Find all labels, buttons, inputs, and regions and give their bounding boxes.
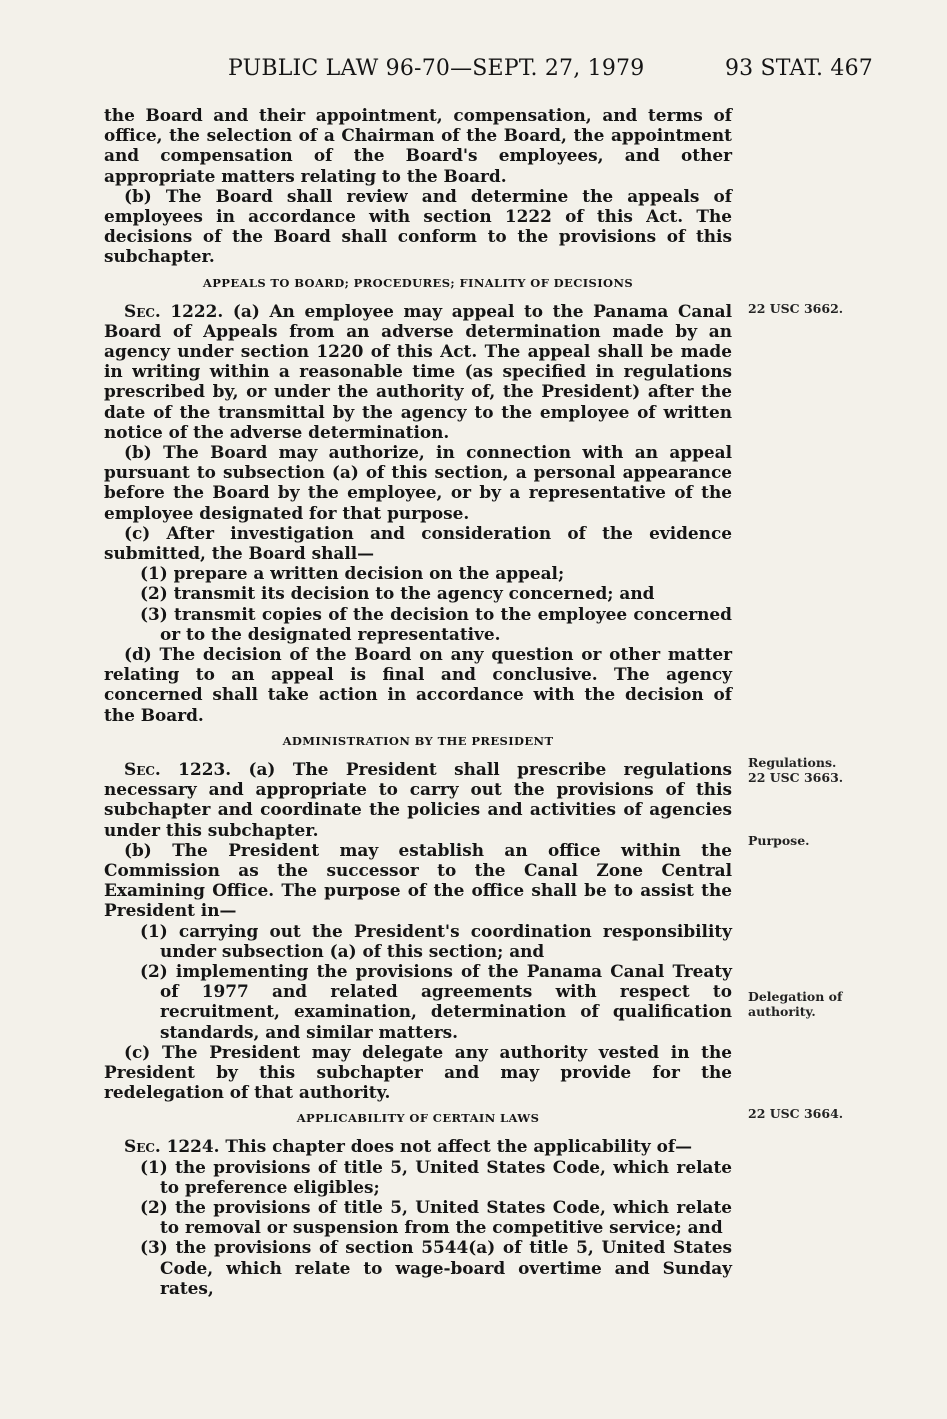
margin-note-22usc3662: 22 USC 3662. [748,301,844,316]
section-1222b: (b) The Board may authorize, in connection with an appeal pursuant to subsection (a) of this section, a personal appearance before the Board by the employee, or by a representative of the employee designated for that purpose. [104,442,732,523]
page-header-title: PUBLIC LAW 96-70—SEPT. 27, 1979 [228,56,645,81]
section-1223c: (c) The President may delegate any authority vested in the President by this subchapter and may provide for the redelegation of that authority. [104,1041,732,1103]
section-1223b: (b) The President may establish an office within the Commission as the successor to the Canal Zone Central Examining Office. The purpose of the office shall be to assist the President in— [104,839,732,921]
page-header-stat: 93 STAT. 467 [724,56,873,81]
section-1224-3: (3) the provisions of section 5544(a) of title 5, United States Code, which relate to wage-board overtime and Sunday rates, [140,1237,732,1298]
sec-label: Sec. [124,1136,161,1157]
section-1222c: (c) After investigation and consideration of the evidence submitted, the Board shall— [104,522,732,564]
section-1224 [104,1136,732,1156]
margin-note-regulations: Regulations. 22 USC 3663. [748,755,844,785]
section-heading-administration: ADMINISTRATION BY THE PRESIDENT [282,733,554,748]
margin-note-purpose: Purpose. [748,833,810,848]
margin-note-delegation: Delegation of authority. [748,989,843,1019]
section-1224-1: (1) the provisions of title 5, United States Code, which relate to preference eligibles; [140,1156,732,1197]
section-1222a-text: 1222. (a) An employee may appeal to the Panama Canal Board of Appeals from an adverse determination made by an agency under section 1220 of this Act. The appeal shall be made in writing within a reasonable time (as specified in regulations prescribed by, or under the authority of, the President) after the date of the transmittal by the agency to the employee of written notice of the adverse determination. [104,300,732,442]
section-1222a [104,301,732,442]
section-1224-text: 1224. This chapter does not affect the applicability of— [160,1136,693,1157]
paragraph-continuation: the Board and their appointment, compensation, and terms of office, the selection of a Chairman of the Board, the appointment and compensation of the Board's employees, and other appropriate matters relating to the Board. [104,105,732,186]
section-1222d: (d) The decision of the Board on any question or other matter relating to an appeal is final and conclusive. The agency concerned shall take action in accordance with the decision of the Board. [104,644,732,725]
margin-note-22usc3664: 22 USC 3664. [748,1106,844,1121]
sec-label: Sec. [124,300,161,321]
section-1223b1: (1) carrying out the President's coordination responsibility under subsection (a) of this section; and [140,920,732,961]
section-1222c3: (3) transmit copies of the decision to the employee concerned or to the designated representative. [140,603,732,644]
section-1223a-text: 1223. (a) The President shall prescribe regulations necessary and appropriate to carry out the provisions of this subchapter and coordinate the policies and activities of agencies under this subchapter. [104,758,732,840]
paragraph-1221b: (b) The Board shall review and determine the appeals of employees in accordance with section 1222 of this Act. The decisions of the Board shall conform to the provisions of this subchapter. [104,185,732,267]
section-heading-appeals: APPEALS TO BOARD; PROCEDURES; FINALITY OF DECISIONS [202,275,634,290]
section-1222c2: (2) transmit its decision to the agency concerned; and [140,583,655,604]
section-1223b2: (2) implementing the provisions of the Panama Canal Treaty of 1977 and related agreements with respect to recruitment, examination, determination of qualification standards, and similar matters. [140,960,732,1042]
sec-label: Sec. [124,758,161,779]
section-1224-2: (2) the provisions of title 5, United States Code, which relate to removal or suspension from the competitive service; and [140,1196,732,1238]
statute-body [104,105,732,1298]
section-heading-applicability: APPLICABILITY OF CERTAIN LAWS [296,1111,540,1126]
section-1223a [104,759,732,840]
section-1222c1: (1) prepare a written decision on the appeal; [140,563,565,584]
